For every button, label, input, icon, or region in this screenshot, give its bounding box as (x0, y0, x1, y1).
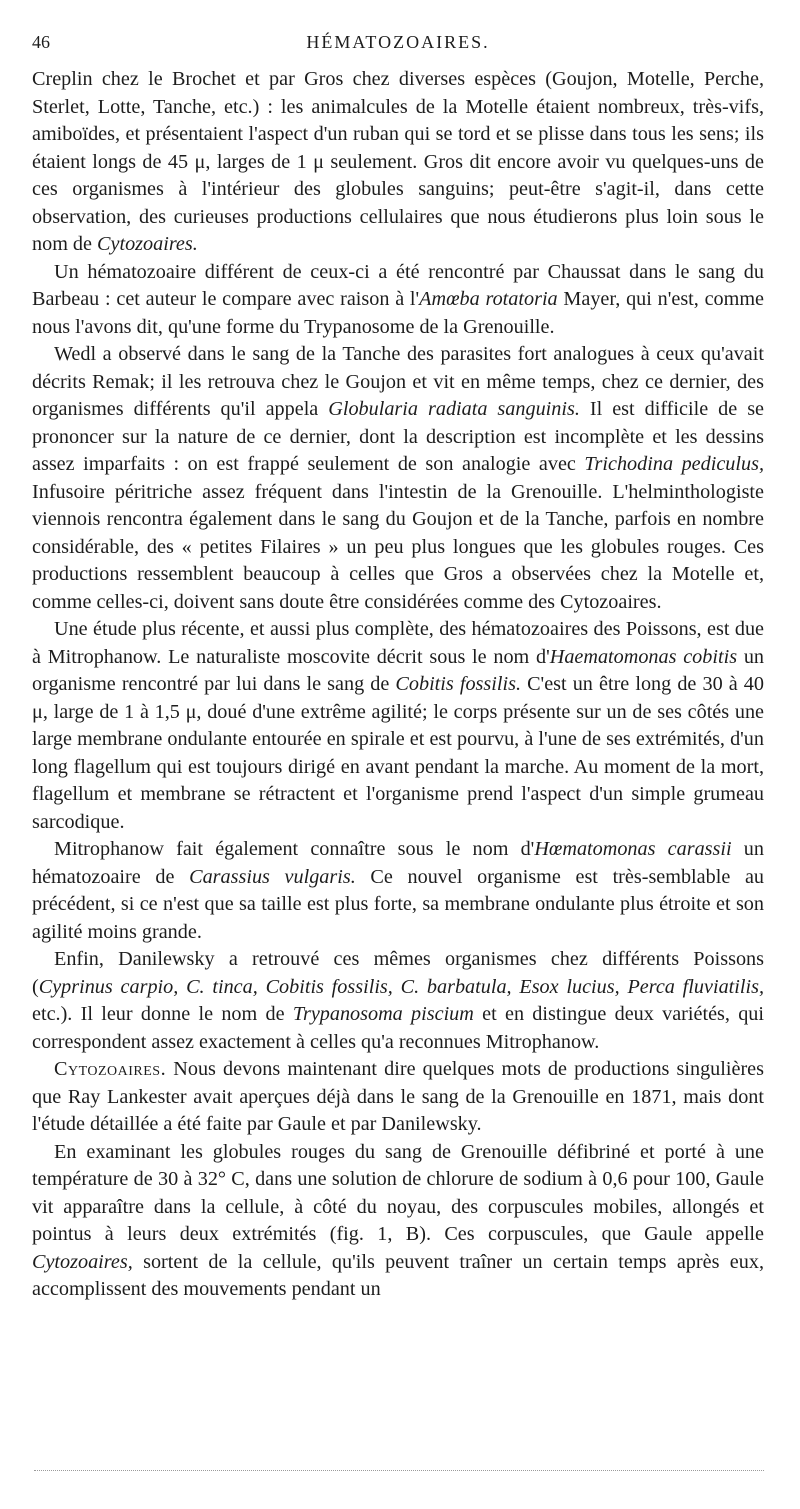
italic-text: Trichodina pediculus, (584, 453, 764, 475)
italic-text: Carassius vulgaris. (189, 865, 356, 888)
italic-text: Cobitis fossilis. (395, 673, 521, 695)
running-head: HÉMATOZOAIRES. (306, 32, 490, 52)
text-segment: Nous devons maintenant dire quelques mots de productions singulières que Ray Lankester avait aperçues déjà dans le sang de la Grenouille en 1871, mais dont l'étude détaillée a été faite par Gaule et par Danilewsky. (32, 1058, 764, 1135)
text-segment: un organisme rencontré par lui dans le sang de (32, 645, 764, 695)
paragraph (32, 1056, 764, 1139)
page-header (32, 30, 764, 66)
italic-text: Haematomonas cobitis (549, 645, 738, 668)
text-segment: Mitrophanow fait également connaître sous le nom d' (54, 838, 535, 860)
text-segment: Enfin, Danilewsky a retrouvé ces mêmes organismes chez différents Poissons ( (32, 948, 764, 998)
text-segment: Wedl a observé dans le sang de la Tanche des parasites fort analogues à ceux qu'avait décrits Remak; il les retrouva chez le Goujon et vit en même temps, chez ce dernier, des organismes différents qu'il appela (32, 343, 764, 420)
text-segment: Une étude plus récente, et aussi plus complète, des hématozoaires des Poissons, est due à Mitrophanow. Le naturaliste moscovite décrit sous le nom d' (32, 618, 764, 668)
paragraph (32, 946, 764, 1056)
italic-text: Cytozoaires, (32, 1250, 133, 1273)
footer-rule (34, 1470, 764, 1471)
text-segment: En examinant les globules rouges du sang de Grenouille défibriné et porté à une température de 30 à 32° C, dans une solution de chlorure de sodium à 0,6 pour 100, Gaule vit apparaître dans la cellule, à côté du noyau, des corpuscules mobiles, allongés et pointus à leurs deux extrémités (fig. 1, B). Ces corpuscules, que Gaule appelle (32, 1140, 764, 1245)
text-segment: un hématozoaire de (32, 838, 764, 888)
italic-text: Globularia radiata sanguinis. (328, 398, 580, 420)
page-number: 46 (32, 32, 50, 52)
body-text (32, 66, 764, 1304)
text-segment: Mayer, qui n'est, comme nous l'avons dit, qu'une forme du Trypanosome de la Grenouille. (32, 288, 764, 338)
paragraph (32, 259, 764, 342)
text-segment: Ce nouvel organisme est très-semblable au précédent, si ce n'est que sa taille est plus forte, sa membrane ondulante plus étroite et son agilité moins grande. (32, 865, 765, 943)
italic-text: Cyprinus carpio, C. tinca, Cobitis fossilis, C. barbatula, Esox lucius, Perca fluviatilis, (38, 975, 764, 998)
paragraph (32, 616, 764, 836)
paragraph (32, 836, 764, 946)
text-segment: Il est difficile de se prononcer sur la nature de ce dernier, dont la description est incomplète et les dessins assez imparfaits : on est frappé seulement de son analogie avec (32, 398, 765, 475)
italic-text: Trypanosoma piscium (292, 1003, 474, 1025)
italic-text: Amœba rotatoria (419, 288, 558, 310)
text-segment: Creplin chez le Brochet et par Gros chez diverses espèces (Goujon, Motelle, Perche, Sterlet, Lotte, Tanche, etc.) : les animalcules de la Motelle étaient nombreux, très-vifs, amiboïdes, et présentaient l'aspect d'un ruban qui se tord et se plisse dans tous les sens; ils étaient longs de 45 μ, larges de 1 μ seulement. Gros dit encore avoir vu quelques-uns de ces organismes à l'intérieur des globules sanguins; peut-être s'agit-il, dans cette observation, des curieuses productions cellulaires que nous étudierons plus loin sous le nom de (32, 68, 764, 255)
text-segment: et en distingue deux variétés, qui correspondent assez exactement à celles qu'a reconnues Mitrophanow. (32, 1003, 765, 1053)
paragraph (32, 1139, 764, 1304)
text-segment: etc.). Il leur donne le nom de (32, 1003, 293, 1025)
paragraph (32, 66, 764, 259)
italic-text: Hœmatomonas carassii (534, 838, 732, 860)
text-segment: C'est un être long de 30 à 40 μ, large de 1 à 1,5 μ, doué d'une extrême agilité; le corps présente sur un de ses côtés une large membrane ondulante entourée en spirale et est pourvu, à l'une de ses extrémités, d'un long flagellum qui est toujours dirigé en avant pendant la marche. Au moment de la mort, flagellum et membrane se rétractent et l'organisme prend l'aspect d'un simple grumeau sarcodique. (32, 673, 764, 833)
text-segment: sortent de la cellule, qu'ils peuvent traîner un certain temps après eux, accomplissent des mouvements pendant un (32, 1250, 764, 1300)
section-heading: Cytozoaires. (54, 1058, 167, 1080)
page (32, 30, 764, 1304)
italic-text: Cytozoaires. (97, 233, 198, 255)
text-segment: Un hématozoaire différent de ceux-ci a été rencontré par Chaussat dans le sang du Barbeau : cet auteur le compare avec raison à l' (32, 260, 764, 310)
paragraph (32, 341, 764, 616)
text-segment: Infusoire péritriche assez fréquent dans l'intestin de la Grenouille. L'helminthologiste viennois rencontra également dans le sang du Goujon et de la Tanche, parfois en nombre considérable, des « petites Filaires » un peu plus longues que les globules rouges. Ces productions ressemblent beaucoup à celles que Gros a observées chez la Motelle et, comme celles-ci, doivent sans doute être considérées comme des Cytozoaires. (32, 480, 764, 613)
